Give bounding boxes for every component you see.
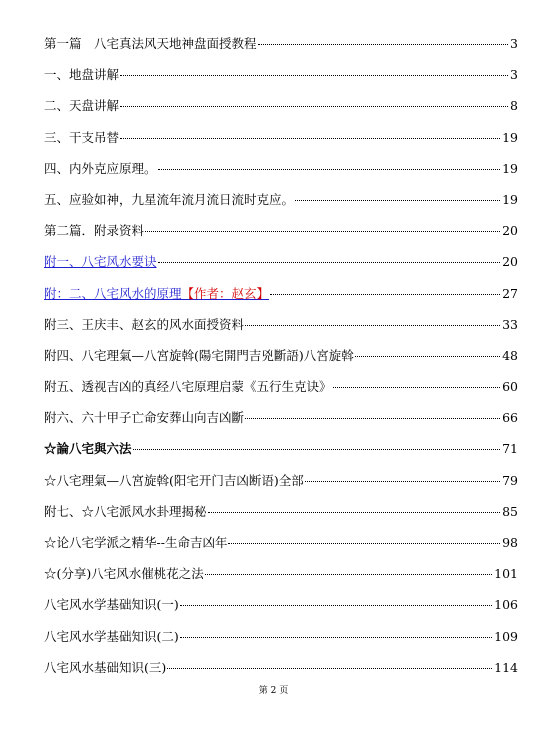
toc-entry-title: 八宅风水学基础知识(二) (44, 628, 179, 644)
toc-entry-page: 19 (502, 129, 518, 145)
toc-entry-author[interactable]: 【作者：赵玄】 (181, 285, 270, 301)
table-of-contents (44, 28, 518, 683)
toc-entry-page: 98 (502, 535, 518, 550)
toc-entry-page: 114 (494, 659, 518, 675)
dot-leader (305, 481, 500, 482)
toc-entry-title: 二、天盘讲解 (44, 98, 120, 114)
toc-entry[interactable] (44, 433, 518, 464)
toc-entry-title: 八宅风水学基础知识(一) (44, 597, 179, 613)
toc-entry-title: 八宅风水基础知识(三) (44, 659, 167, 675)
toc-entry-title: 一、地盘讲解 (44, 67, 120, 83)
toc-entry-title: 附四、八宅理氣—八宮旋斡(陽宅開門吉兇斷語)八宮旋斡 (44, 347, 354, 363)
dot-leader (295, 200, 500, 201)
toc-entry-title: 五、应验如神，九星流年流月流日流时克应。 (44, 191, 295, 207)
dot-leader (158, 169, 501, 170)
toc-entry[interactable] (44, 153, 518, 184)
dot-leader (133, 449, 501, 450)
dot-leader (158, 262, 501, 263)
toc-entry[interactable] (44, 340, 518, 371)
dot-leader (245, 418, 500, 419)
toc-entry-page: 20 (502, 223, 518, 239)
toc-entry-page: 48 (502, 347, 518, 363)
toc-entry-title: ☆论八宅学派之精华--生命吉凶年 (44, 535, 228, 550)
toc-entry[interactable] (44, 215, 518, 246)
toc-entry-title-link[interactable] (44, 278, 269, 309)
toc-entry-title: ☆八宅理氣—八宮旋斡(阳宅开门吉凶断语)全部 (44, 472, 304, 488)
toc-entry-title: 三、干支吊替 (44, 129, 120, 145)
toc-entry[interactable] (44, 589, 518, 620)
toc-entry[interactable] (44, 621, 518, 652)
dot-leader (258, 44, 509, 45)
toc-entry[interactable] (44, 371, 518, 402)
toc-entry-page: 20 (502, 254, 518, 270)
toc-entry[interactable] (44, 402, 518, 433)
toc-entry[interactable] (44, 28, 518, 59)
toc-entry-page: 19 (502, 160, 518, 176)
dot-leader (208, 512, 501, 513)
toc-entry-page: 33 (502, 316, 518, 332)
dot-leader (180, 637, 492, 638)
toc-entry-page: 85 (502, 503, 518, 519)
dot-leader (167, 668, 492, 669)
dot-leader (245, 325, 500, 326)
dot-leader (333, 387, 501, 388)
toc-entry[interactable] (44, 465, 518, 496)
toc-entry-title: 四、内外克应原理。 (44, 160, 157, 176)
toc-entry-title: 第一篇 八宅真法风天地神盘面授教程 (44, 36, 257, 51)
toc-entry-title: 附五、透视吉凶的真经八宅原理启蒙《五行生克诀》 (44, 379, 332, 395)
toc-entry-title: 附七、☆八宅派风水卦理揭秘 (44, 503, 207, 519)
toc-entry[interactable] (44, 496, 518, 527)
toc-entry[interactable] (44, 652, 518, 683)
toc-entry-page: 106 (494, 597, 518, 613)
toc-entry-page: 109 (494, 628, 518, 644)
toc-entry-page: 27 (502, 285, 518, 301)
toc-entry-page: 101 (494, 566, 518, 582)
dot-leader (270, 294, 500, 295)
page-footer: 第 2 页 (258, 686, 289, 696)
toc-entry-page: 79 (502, 472, 518, 488)
dot-leader (228, 543, 500, 544)
toc-entry-title: 附六、六十甲子亡命安葬山向吉凶斷 (44, 410, 245, 426)
toc-entry-title-link[interactable]: 附一、八宅风水要诀 (44, 254, 157, 270)
toc-entry[interactable] (44, 122, 518, 153)
toc-entry-page: 3 (510, 36, 518, 51)
toc-entry-page: 60 (502, 379, 518, 395)
toc-entry-link[interactable] (44, 278, 518, 309)
toc-entry-page: 19 (502, 191, 518, 207)
toc-entry-page: 71 (502, 441, 518, 457)
toc-entry[interactable] (44, 527, 518, 558)
dot-leader (145, 231, 500, 232)
dot-leader (180, 605, 492, 606)
toc-entry-page: 8 (510, 98, 518, 114)
toc-entry[interactable] (44, 59, 518, 90)
dot-leader (120, 106, 508, 107)
toc-entry-title: ☆論八宅與六法 (44, 441, 132, 457)
toc-entry-page: 66 (502, 410, 518, 426)
dot-leader (120, 138, 500, 139)
toc-entry[interactable] (44, 90, 518, 121)
toc-entry-page: 3 (510, 67, 518, 83)
toc-entry-title: 附三、王庆丰、赵玄的风水面授资料 (44, 316, 245, 332)
toc-entry[interactable] (44, 309, 518, 340)
toc-entry-link[interactable] (44, 246, 518, 277)
toc-entry-title: 第二篇．附录资料 (44, 223, 145, 239)
dot-leader (120, 75, 508, 76)
toc-entry-title-text[interactable]: 附：二、八宅风水的原理 (44, 285, 182, 301)
toc-entry[interactable] (44, 558, 518, 589)
toc-entry-title: ☆(分享)八宅风水催桃花之法 (44, 566, 204, 582)
dot-leader (355, 356, 500, 357)
dot-leader (205, 574, 492, 575)
toc-entry[interactable] (44, 184, 518, 215)
